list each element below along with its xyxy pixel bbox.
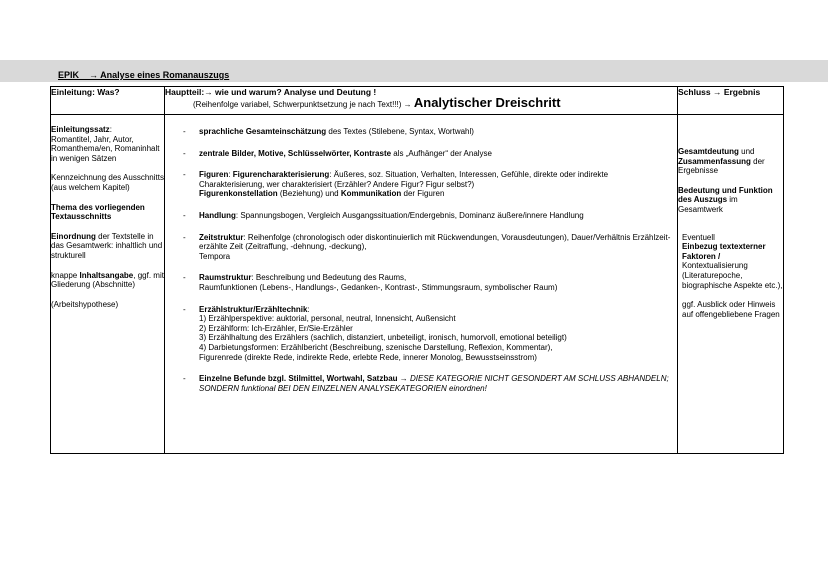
- header-main-highlight: Analytischer Dreischritt: [413, 95, 561, 110]
- intro-text-5a: knappe: [51, 270, 80, 280]
- header-row: [51, 87, 784, 115]
- header-main-line2: [165, 95, 677, 110]
- intro-block-6: (Arbeitshypothese): [51, 299, 119, 309]
- header-main-note: (Reihenfolge variabel, Schwerpunktsetzung je nach Text!!!) →: [193, 100, 414, 109]
- column-introduction: [51, 115, 165, 454]
- content-row: [51, 115, 784, 454]
- main-item-narrative-structure: - Erzählstruktur/Erzähltechnik: 1) Erzählperspektive: auktorial, personal, neutral, Innensicht, Außensicht 2) Erzählform: Ich-Erzähler, Er/Sie-Erzähler 3) Erzählhaltung des Erzählers (sachlich, distanziert, unbeteiligt, ironisch, humorvoll, emotional beteiligt) 4) Darbietungsformen: Erzählbericht (Beschreibung, szenische Darstellung, Reflexion, Kommentar), Figurenrede (direkte Rede, indirekte Rede, erlebte Rede, innerer Monolog, Bewusstseinsstrom): [183, 304, 567, 362]
- main-item-images-motifs: - zentrale Bilder, Motive, Schlüsselwörter, Kontraste als „Aufhänger“ der Analyse: [183, 148, 493, 158]
- intro-block-1: [51, 125, 164, 163]
- header-introduction: [51, 87, 165, 115]
- header-conclusion-label: Schluss → Ergebnis: [678, 87, 761, 97]
- intro-block-5: [51, 271, 164, 290]
- main-item-figures: - Figuren: Figurencharakterisierung: Äußeres, soz. Situation, Verhalten, Interessen, Gefühle, direkte oder indirekte Charakterisierung, wer charakterisiert (Erzähler? Andere Figur? Figur selbst?) Figurenkonstellation (Beziehung) und Kommunikation der Figuren: [183, 170, 609, 199]
- intro-heading-5: Inhaltsangabe: [79, 270, 134, 280]
- conclusion-block-1: Gesamtdeutung und Zusammenfassung der Ergebnisse: [678, 147, 765, 176]
- column-conclusion: [678, 115, 784, 454]
- intro-text-1: Romantitel, Jahr, Autor, Romanthema/en, Romaninhalt in wenigen Sätzen: [51, 134, 160, 163]
- header-main-part: [165, 87, 678, 115]
- conclusion-block-3: Eventuell Einbezug textexterner Faktoren / Kontextualisierung (Literaturepoche, biographische Aspekte etc.),: [682, 232, 783, 290]
- intro-heading-1: Einleitungssatz: [51, 125, 110, 134]
- intro-block-3: Thema des vorliegenden Textausschnitts: [51, 202, 145, 222]
- conclusion-block-4: ggf. Ausblick oder Hinweis auf offengebliebene Fragen: [682, 300, 780, 319]
- intro-heading-4: Einordnung: [51, 231, 96, 241]
- header-main-line1: Hauptteil:→ wie und warum? Analyse und Deutung !: [165, 87, 377, 97]
- main-items: [165, 127, 677, 393]
- intro-text-5b: , ggf. mit Gliederung (Abschnitte): [51, 270, 164, 290]
- column-main-part: [165, 115, 678, 454]
- intro-colon: :: [109, 125, 112, 134]
- intro-block-4: [51, 232, 164, 261]
- header-conclusion: [678, 87, 784, 115]
- main-item-space-structure: - Raumstruktur: Beschreibung und Bedeutung des Raums, Raumfunktionen (Lebens-, Handlungs-, Gedanken-, Kontrast-, Stimmungsraum, symbolischer Raum): [183, 273, 558, 292]
- main-item-plot: - Handlung: Spannungsbogen, Vergleich Ausgangssituation/Endergebnis, Dominanz äußere/innere Handlung: [183, 210, 584, 220]
- intro-text-4: der Textstelle in das Gesamtwerk: inhaltlich und strukturell: [51, 231, 163, 260]
- main-item-style-findings: - Einzelne Befunde bzgl. Stilmittel, Wortwahl, Satzbau → DIESE KATEGORIE NICHT GESONDERT AM SCHLUSS ABHANDELN; SONDERN funktional BEI DEN EINZELNEN ANALYSEKATEGORIEN einordnen!: [183, 374, 669, 393]
- main-item-time-structure: - Zeitstruktur: Reihenfolge (chronologisch oder diskontinuierlich mit Rückwendungen, Vorausdeutungen), Dauer/Verhältnis Erzählzeit-erzählte Zeit (Zeitraffung, -dehnung, -deckung), Tempora: [183, 232, 671, 261]
- conclusion-block-2: Bedeutung und Funktion des Auszugs im Gesamtwerk: [678, 185, 773, 214]
- analysis-table: [50, 86, 784, 454]
- main-item-language: - sprachliche Gesamteinschätzung des Textes (Stilebene, Syntax, Wortwahl): [183, 127, 474, 136]
- intro-block-2: Kennzeichnung des Ausschnitts (aus welchem Kapitel): [51, 173, 164, 192]
- document-title: EPIK → Analyse eines Romanauszugs: [58, 70, 230, 80]
- header-introduction-label: Einleitung: Was?: [51, 87, 120, 97]
